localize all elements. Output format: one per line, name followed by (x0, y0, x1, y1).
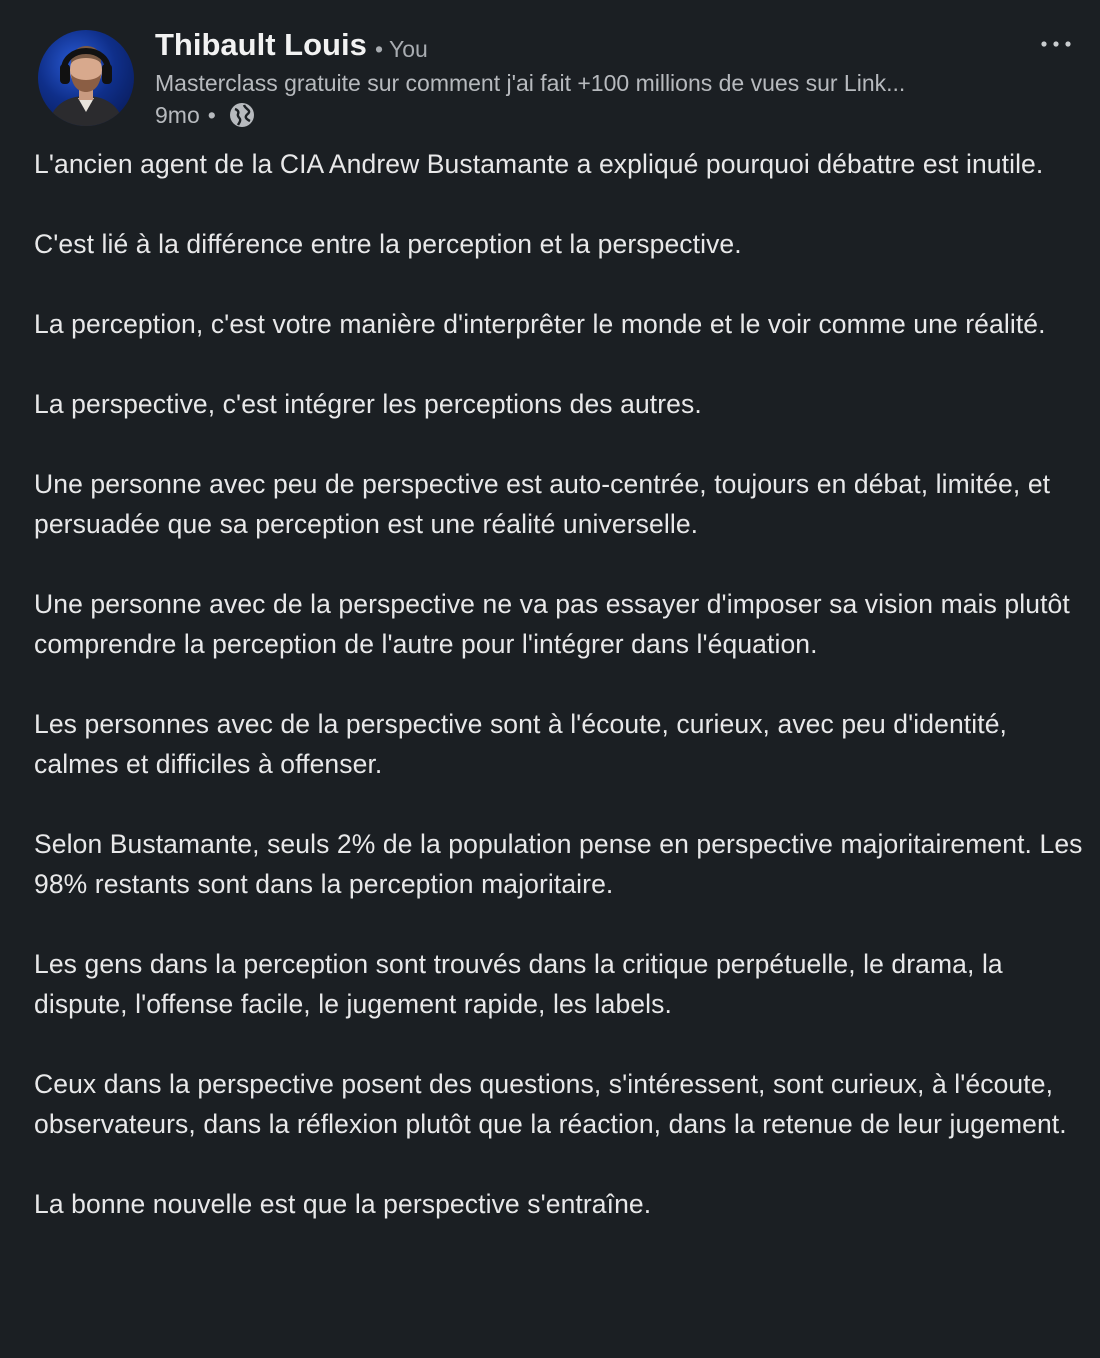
globe-icon (228, 101, 256, 129)
post-header (0, 0, 1100, 140)
post-paragraph: La bonne nouvelle est que la perspective s'entraîne. (34, 1189, 652, 1219)
post-time: 9mo (155, 101, 200, 128)
meta-separator: • (207, 101, 216, 128)
post-paragraph: Une personne avec peu de perspective est auto-centrée, toujours en débat, limitée, et persuadée que sa perception est une réalité universelle. (34, 469, 1051, 539)
post-paragraph: Les personnes avec de la perspective sont à l'écoute, curieux, avec peu d'identité, calmes et difficiles à offenser. (34, 709, 1008, 779)
author-name[interactable]: Thibault Louis (155, 27, 367, 62)
author-avatar[interactable] (38, 30, 134, 126)
post-body (34, 144, 1084, 1264)
more-options-button[interactable] (1036, 30, 1076, 58)
post-paragraph: Les gens dans la perception sont trouvés dans la critique perpétuelle, le drama, la dispute, l'offense facile, le jugement rapide, les labels. (34, 949, 1003, 1019)
post-paragraph: La perspective, c'est intégrer les perceptions des autres. (34, 389, 702, 419)
post-paragraph: L'ancien agent de la CIA Andrew Bustamante a expliqué pourquoi débattre est inutile. (34, 149, 1044, 179)
author-headline: Masterclass gratuite sur comment j'ai fait +100 millions de vues sur Link... (155, 70, 906, 96)
connection-degree: • You (375, 36, 428, 62)
post-meta (155, 101, 256, 129)
post-paragraph: La perception, c'est votre manière d'interprêter le monde et le voir comme une réalité. (34, 309, 1046, 339)
post-paragraph: Selon Bustamante, seuls 2% de la population pense en perspective majoritairement. Les 98% restants sont dans la perception majoritaire. (34, 829, 1083, 899)
more-horizontal-icon (1038, 39, 1074, 49)
post-paragraph: C'est lié à la différence entre la perception et la perspective. (34, 229, 742, 259)
post-paragraph: Une personne avec de la perspective ne va pas essayer d'imposer sa vision mais plutôt comprendre la perception de l'autre pour l'intégrer dans l'équation. (34, 589, 1070, 659)
post-paragraph: Ceux dans la perspective posent des questions, s'intéressent, sont curieux, à l'écoute, observateurs, dans la réflexion plutôt que la réaction, dans la retenue de leur jugement. (34, 1069, 1067, 1139)
avatar-photo (38, 30, 134, 126)
